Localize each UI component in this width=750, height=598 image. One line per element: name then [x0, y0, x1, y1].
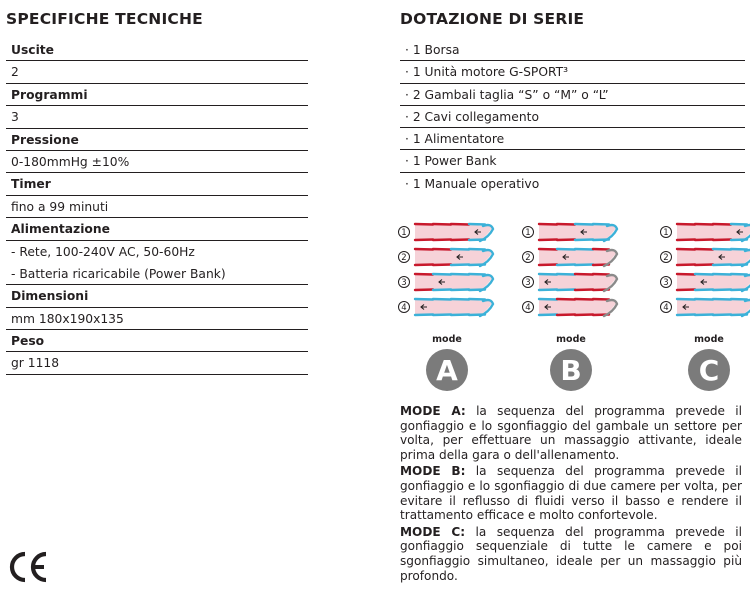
step-number: 3 [401, 278, 407, 289]
dotazione-item: · 2 Cavi collegamento [400, 106, 745, 128]
mode-diagrams [395, 214, 750, 394]
sequence-step [399, 273, 494, 291]
spec-label: Uscite [6, 39, 308, 61]
mode-description-text: la sequenza del programma prevede il gonfiaggio e lo sgonfiaggio del gambale un settore per volta, per effettuare un massaggio attivante, ideale prima della gara o dell'allenamento. [400, 404, 742, 462]
mode-description [400, 525, 742, 583]
dotazione-item: · 1 Manuale operativo [405, 176, 540, 191]
step-number: 2 [663, 253, 669, 264]
spec-table [6, 39, 308, 375]
dotazione-item: · 1 Power Bank [400, 150, 745, 172]
dotazione-title: DOTAZIONE DI SERIE [400, 10, 585, 28]
spec-title: SPECIFICHE TECNICHE [6, 10, 203, 28]
step-number: 2 [401, 253, 407, 264]
sequence-step [399, 223, 494, 241]
mode-word: mode [556, 334, 586, 345]
mode-description [400, 464, 742, 522]
mode-description-label: MODE C: [400, 524, 466, 539]
step-number: 3 [663, 278, 669, 289]
step-number: 1 [401, 228, 407, 239]
spec-value: 2 [6, 61, 308, 83]
mode-c-diagram [661, 223, 750, 391]
sequence-step [661, 223, 750, 241]
spec-label: Peso [6, 330, 308, 352]
sequence-step [523, 223, 618, 241]
spec-value: mm 180x190x135 [6, 308, 308, 330]
dotazione-item: · 1 Borsa [400, 39, 745, 61]
sequence-step [523, 298, 618, 316]
spec-label: Pressione [6, 129, 308, 151]
sequence-step [399, 248, 494, 266]
mode-letter: A [436, 354, 458, 387]
spec-label: Programmi [6, 84, 308, 106]
spec-value: fino a 99 minuti [6, 196, 308, 218]
spec-label: Timer [6, 173, 308, 195]
spec-label: Dimensioni [6, 285, 308, 307]
step-number: 1 [663, 228, 669, 239]
step-number: 1 [525, 228, 531, 239]
ce-mark-icon [6, 550, 50, 584]
mode-a-diagram [399, 223, 494, 391]
sequence-step [399, 298, 494, 316]
mode-description [400, 404, 742, 462]
spec-label: Alimentazione [6, 218, 308, 240]
spec-value: 0-180mmHg ±10% [6, 151, 308, 173]
step-number: 2 [525, 253, 531, 264]
modes-description [400, 404, 742, 585]
dotazione-item: · 1 Alimentatore [400, 128, 745, 150]
spec-value: - Batteria ricaricabile (Power Bank) [6, 263, 308, 285]
spec-value: gr 1118 [6, 352, 308, 374]
mode-description-label: MODE B: [400, 464, 466, 479]
mode-description-text: la sequenza del programma prevede il gonfiaggio e lo sgonfiaggio di due camere per volta, per evitare il reflusso di fluidi verso il basso e rendere il trattamento efficace e molto confortevole. [400, 464, 742, 523]
spec-value: 3 [6, 106, 308, 128]
spec-value: - Rete, 100-240V AC, 50-60Hz [11, 244, 195, 259]
sequence-step [523, 248, 618, 266]
sequence-step [661, 248, 750, 266]
step-number: 3 [525, 278, 531, 289]
mode-word: mode [432, 334, 462, 345]
mode-b-diagram [523, 223, 618, 391]
step-number: 4 [663, 303, 669, 314]
step-number: 4 [525, 303, 531, 314]
dotazione-item: · 1 Unità motore G-SPORT³ [400, 61, 745, 83]
mode-letter: B [560, 354, 582, 387]
mode-letter: C [698, 354, 720, 387]
dotazione-list [400, 39, 745, 195]
mode-description-text: la sequenza del programma prevede il gonfiaggio sequenziale di tutte le camere e poi sgonfiaggio simultaneo, ideale per un massaggio più profondo. [400, 524, 742, 583]
mode-description-label: MODE A: [400, 404, 466, 418]
step-number: 4 [401, 303, 407, 314]
sequence-step [523, 273, 618, 291]
sequence-step [661, 273, 750, 291]
dotazione-item: · 2 Gambali taglia “S” o “M” o “L” [400, 84, 745, 106]
mode-word: mode [694, 334, 724, 345]
sequence-step [661, 298, 750, 316]
